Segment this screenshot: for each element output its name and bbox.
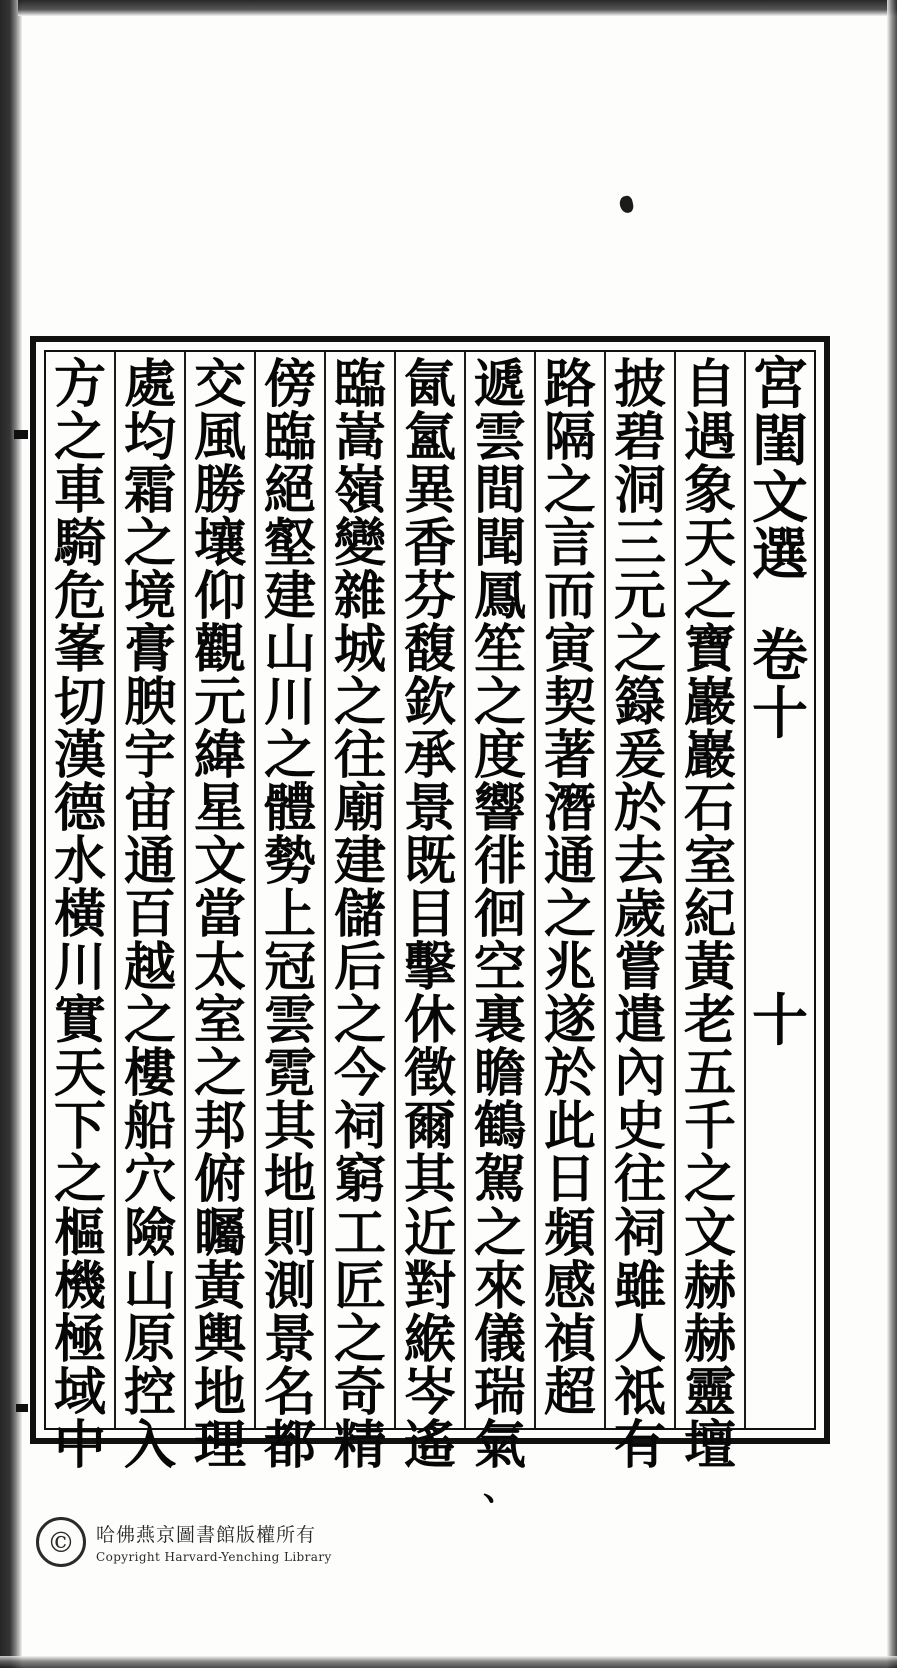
char: 徘 [473, 831, 526, 893]
char: 契 [543, 672, 596, 734]
char: 之 [333, 1308, 386, 1370]
char: 象 [683, 460, 736, 522]
char: 嘗 [613, 937, 666, 999]
char: 之 [473, 1202, 526, 1264]
char: 俯 [193, 1149, 246, 1211]
char: 邦 [193, 1096, 246, 1158]
page-number: 十 [752, 987, 808, 1054]
column-7 [324, 352, 394, 1476]
char: 險 [123, 1202, 176, 1264]
char: 變 [333, 513, 386, 575]
char: 峯 [53, 619, 106, 681]
char: 異 [403, 460, 456, 522]
char: 之 [473, 672, 526, 734]
char: 建 [263, 566, 316, 628]
char: 寶 [683, 619, 736, 681]
title-char-3: 文 [752, 465, 808, 532]
column-4 [534, 352, 604, 1428]
char: 香 [403, 513, 456, 575]
char: 建 [333, 831, 386, 893]
char: 川 [53, 937, 106, 999]
char: 景 [403, 778, 456, 840]
char: 之 [123, 990, 176, 1052]
char: 爾 [403, 1096, 456, 1158]
char: 壑 [263, 513, 316, 575]
char: 地 [193, 1361, 246, 1423]
char: 其 [403, 1149, 456, 1211]
char: 川 [263, 672, 316, 734]
char: 往 [333, 725, 386, 787]
char: 實 [53, 990, 106, 1052]
char: 儀 [473, 1308, 526, 1370]
char: 老 [683, 990, 736, 1052]
char: 之 [333, 990, 386, 1052]
char: 室 [193, 990, 246, 1052]
scan-artifact-left-lower [16, 1404, 28, 1412]
char: 入 [123, 1414, 176, 1476]
char: 氳 [403, 407, 456, 469]
char: 都 [263, 1414, 316, 1476]
char: 紀 [683, 884, 736, 946]
copyright-icon: © [36, 1517, 86, 1567]
char: 往 [613, 1149, 666, 1211]
char: 祠 [333, 1096, 386, 1158]
char: 此 [543, 1096, 596, 1158]
char: 臨 [263, 407, 316, 469]
char: 於 [613, 778, 666, 840]
char: 內 [613, 1043, 666, 1105]
char: 穴 [123, 1149, 176, 1211]
column-8 [254, 352, 324, 1476]
char: 頻 [543, 1202, 596, 1264]
char: 橫 [53, 884, 106, 946]
char: 雖 [613, 1255, 666, 1317]
char: 祗 [613, 1361, 666, 1423]
char: 之 [263, 725, 316, 787]
char: 裏 [473, 990, 526, 1052]
char: 千 [683, 1096, 736, 1158]
char: 之 [683, 566, 736, 628]
char: 擊 [403, 937, 456, 999]
char: 山 [263, 619, 316, 681]
char: 霜 [123, 460, 176, 522]
char: 膏 [123, 619, 176, 681]
char: 承 [403, 725, 456, 787]
volume-char-1: 卷 [752, 623, 808, 690]
char: 馥 [403, 619, 456, 681]
char: 之 [683, 1149, 736, 1211]
char: 山 [123, 1255, 176, 1317]
char: 駕 [473, 1149, 526, 1211]
char: 於 [543, 1043, 596, 1105]
char: 絕 [263, 460, 316, 522]
text-block-frame [30, 336, 830, 1509]
char: 既 [403, 831, 456, 893]
char: 徵 [403, 1043, 456, 1105]
char: 方 [53, 354, 106, 415]
char: 切 [53, 672, 106, 734]
char: 則 [263, 1202, 316, 1264]
char: 巖 [683, 725, 736, 787]
char: 日 [543, 1149, 596, 1211]
char: 窮 [333, 1149, 386, 1211]
char: 之 [543, 460, 596, 522]
char: 危 [53, 566, 106, 628]
title-char-4: 選 [752, 522, 808, 589]
char: 后 [333, 937, 386, 999]
char: 漢 [53, 725, 106, 787]
char: 雜 [333, 566, 386, 628]
char: 壤 [193, 513, 246, 575]
char: 之 [333, 672, 386, 734]
char: 雲 [263, 990, 316, 1052]
char: 鳳 [473, 566, 526, 628]
char: 寅 [543, 619, 596, 681]
char: 越 [123, 937, 176, 999]
char: 瞻 [473, 1043, 526, 1105]
char: 遙 [403, 1414, 456, 1476]
char: 巖 [683, 672, 736, 734]
char: 史 [613, 1096, 666, 1158]
char: 廟 [333, 778, 386, 840]
char: 之 [53, 1149, 106, 1211]
column-2 [674, 352, 744, 1476]
char: 原 [123, 1308, 176, 1370]
scan-edge-right [887, 0, 897, 1668]
char: 氤 [403, 354, 456, 415]
char: 元 [613, 566, 666, 628]
char: 芬 [403, 566, 456, 628]
char: 響 [473, 778, 526, 840]
char: 對 [403, 1255, 456, 1317]
stamp-chinese-text: 哈佛燕京圖書館版權所有 [96, 1524, 317, 1546]
char: 去 [613, 831, 666, 893]
char: 星 [193, 778, 246, 840]
char: 下 [53, 1096, 106, 1158]
title-char-1: 宮 [752, 351, 808, 417]
char: 臨 [333, 354, 386, 415]
char: 鶴 [473, 1096, 526, 1158]
char: 之 [613, 619, 666, 681]
column-10 [114, 352, 184, 1476]
title-char-2: 閨 [752, 408, 808, 475]
char: 爰 [613, 725, 666, 787]
char: 城 [333, 619, 386, 681]
stamp-text-block [96, 1520, 332, 1564]
char: 體 [263, 778, 316, 840]
column-3 [604, 352, 674, 1476]
char: 元 [193, 672, 246, 734]
char: 空 [473, 937, 526, 999]
char: 三 [613, 513, 666, 575]
char: 來 [473, 1255, 526, 1317]
char: 雲 [473, 407, 526, 469]
char: 太 [193, 937, 246, 999]
char: 言 [543, 513, 596, 575]
char: 測 [263, 1255, 316, 1317]
stamp-english-text: Copyright Harvard-Yenching Library [96, 1550, 332, 1564]
char: 境 [123, 566, 176, 628]
scan-edge-top [18, 0, 897, 16]
char: 勢 [263, 831, 316, 893]
char: 碧 [613, 407, 666, 469]
char: 黃 [683, 937, 736, 999]
char: 休 [403, 990, 456, 1052]
char: 籙 [613, 672, 666, 734]
char: 間 [473, 460, 526, 522]
char: 仰 [193, 566, 246, 628]
char: 宙 [123, 778, 176, 840]
char: 禎 [543, 1308, 596, 1370]
char: 其 [263, 1096, 316, 1158]
char: 遇 [683, 407, 736, 469]
char: 洞 [613, 460, 666, 522]
punctuation-mark: 、 [483, 1468, 517, 1509]
char: 名 [263, 1361, 316, 1423]
char: 赫 [683, 1308, 736, 1370]
char: 著 [543, 725, 596, 787]
char: 之 [543, 884, 596, 946]
scan-edge-left [0, 0, 22, 1668]
char: 景 [263, 1308, 316, 1370]
char: 騎 [53, 513, 106, 575]
column-11 [46, 352, 114, 1476]
char: 潛 [543, 778, 596, 840]
char: 傍 [263, 354, 316, 415]
scan-edge-bottom [0, 1656, 897, 1668]
char: 奇 [333, 1361, 386, 1423]
char: 兆 [543, 937, 596, 999]
char: 超 [543, 1361, 596, 1423]
column-5 [464, 352, 534, 1509]
char: 天 [683, 513, 736, 575]
char: 室 [683, 831, 736, 893]
char: 通 [543, 831, 596, 893]
char: 均 [123, 407, 176, 469]
char: 氣 [473, 1414, 526, 1476]
char: 天 [53, 1043, 106, 1105]
char: 輿 [193, 1308, 246, 1370]
char: 工 [333, 1202, 386, 1264]
char: 德 [53, 778, 106, 840]
char: 之 [53, 407, 106, 469]
char: 霓 [263, 1043, 316, 1105]
char: 感 [543, 1255, 596, 1317]
char: 風 [193, 407, 246, 469]
char: 地 [263, 1149, 316, 1211]
char: 人 [613, 1308, 666, 1370]
char: 嵩 [333, 407, 386, 469]
char: 遞 [473, 354, 526, 415]
char: 自 [683, 354, 736, 415]
char: 車 [53, 460, 106, 522]
text-block-inner [44, 350, 816, 1509]
char: 儲 [333, 884, 386, 946]
char: 矚 [193, 1202, 246, 1264]
char: 目 [403, 884, 456, 946]
char: 祠 [613, 1202, 666, 1264]
scan-artifact-left-upper [14, 430, 28, 439]
char: 之 [123, 513, 176, 575]
char: 路 [543, 354, 596, 415]
char: 緯 [193, 725, 246, 787]
char: 船 [123, 1096, 176, 1158]
char: 理 [193, 1414, 246, 1476]
char: 文 [683, 1202, 736, 1264]
char: 通 [123, 831, 176, 893]
char: 百 [123, 884, 176, 946]
char: 控 [123, 1361, 176, 1423]
char: 笙 [473, 619, 526, 681]
char: 勝 [193, 460, 246, 522]
char: 樓 [123, 1043, 176, 1105]
char: 之 [193, 1043, 246, 1105]
char: 徊 [473, 884, 526, 946]
char: 水 [53, 831, 106, 893]
char: 度 [473, 725, 526, 787]
char: 冠 [263, 937, 316, 999]
column-9 [184, 352, 254, 1476]
column-6 [394, 352, 464, 1476]
char: 披 [613, 354, 666, 415]
char: 當 [193, 884, 246, 946]
char: 機 [53, 1255, 106, 1317]
char: 瑞 [473, 1361, 526, 1423]
char: 石 [683, 778, 736, 840]
char: 遣 [613, 990, 666, 1052]
char: 匠 [333, 1255, 386, 1317]
char: 交 [193, 354, 246, 415]
char: 赫 [683, 1255, 736, 1317]
char: 精 [333, 1414, 386, 1476]
char: 今 [333, 1043, 386, 1105]
char: 近 [403, 1202, 456, 1264]
char: 腴 [123, 672, 176, 734]
char: 欽 [403, 672, 456, 734]
char: 中 [53, 1414, 106, 1476]
char: 岑 [403, 1361, 456, 1423]
char: 有 [613, 1414, 666, 1476]
char: 文 [193, 831, 246, 893]
char: 樞 [53, 1202, 106, 1264]
library-copyright-stamp [36, 1502, 456, 1582]
char: 域 [53, 1361, 106, 1423]
char: 極 [53, 1308, 106, 1370]
char: 五 [683, 1043, 736, 1105]
char: 宇 [123, 725, 176, 787]
column-title [744, 352, 814, 1428]
char: 觀 [193, 619, 246, 681]
char: 黃 [193, 1255, 246, 1317]
char: 而 [543, 566, 596, 628]
char: 遂 [543, 990, 596, 1052]
char: 嶺 [333, 460, 386, 522]
char: 歲 [613, 884, 666, 946]
char: 壇 [683, 1414, 736, 1476]
char: 處 [123, 354, 176, 415]
char: 隔 [543, 407, 596, 469]
char: 靈 [683, 1361, 736, 1423]
char: 聞 [473, 513, 526, 575]
char: 緱 [403, 1308, 456, 1370]
ink-blotch [618, 195, 634, 214]
char: 上 [263, 884, 316, 946]
volume-char-2: 十 [752, 680, 808, 747]
